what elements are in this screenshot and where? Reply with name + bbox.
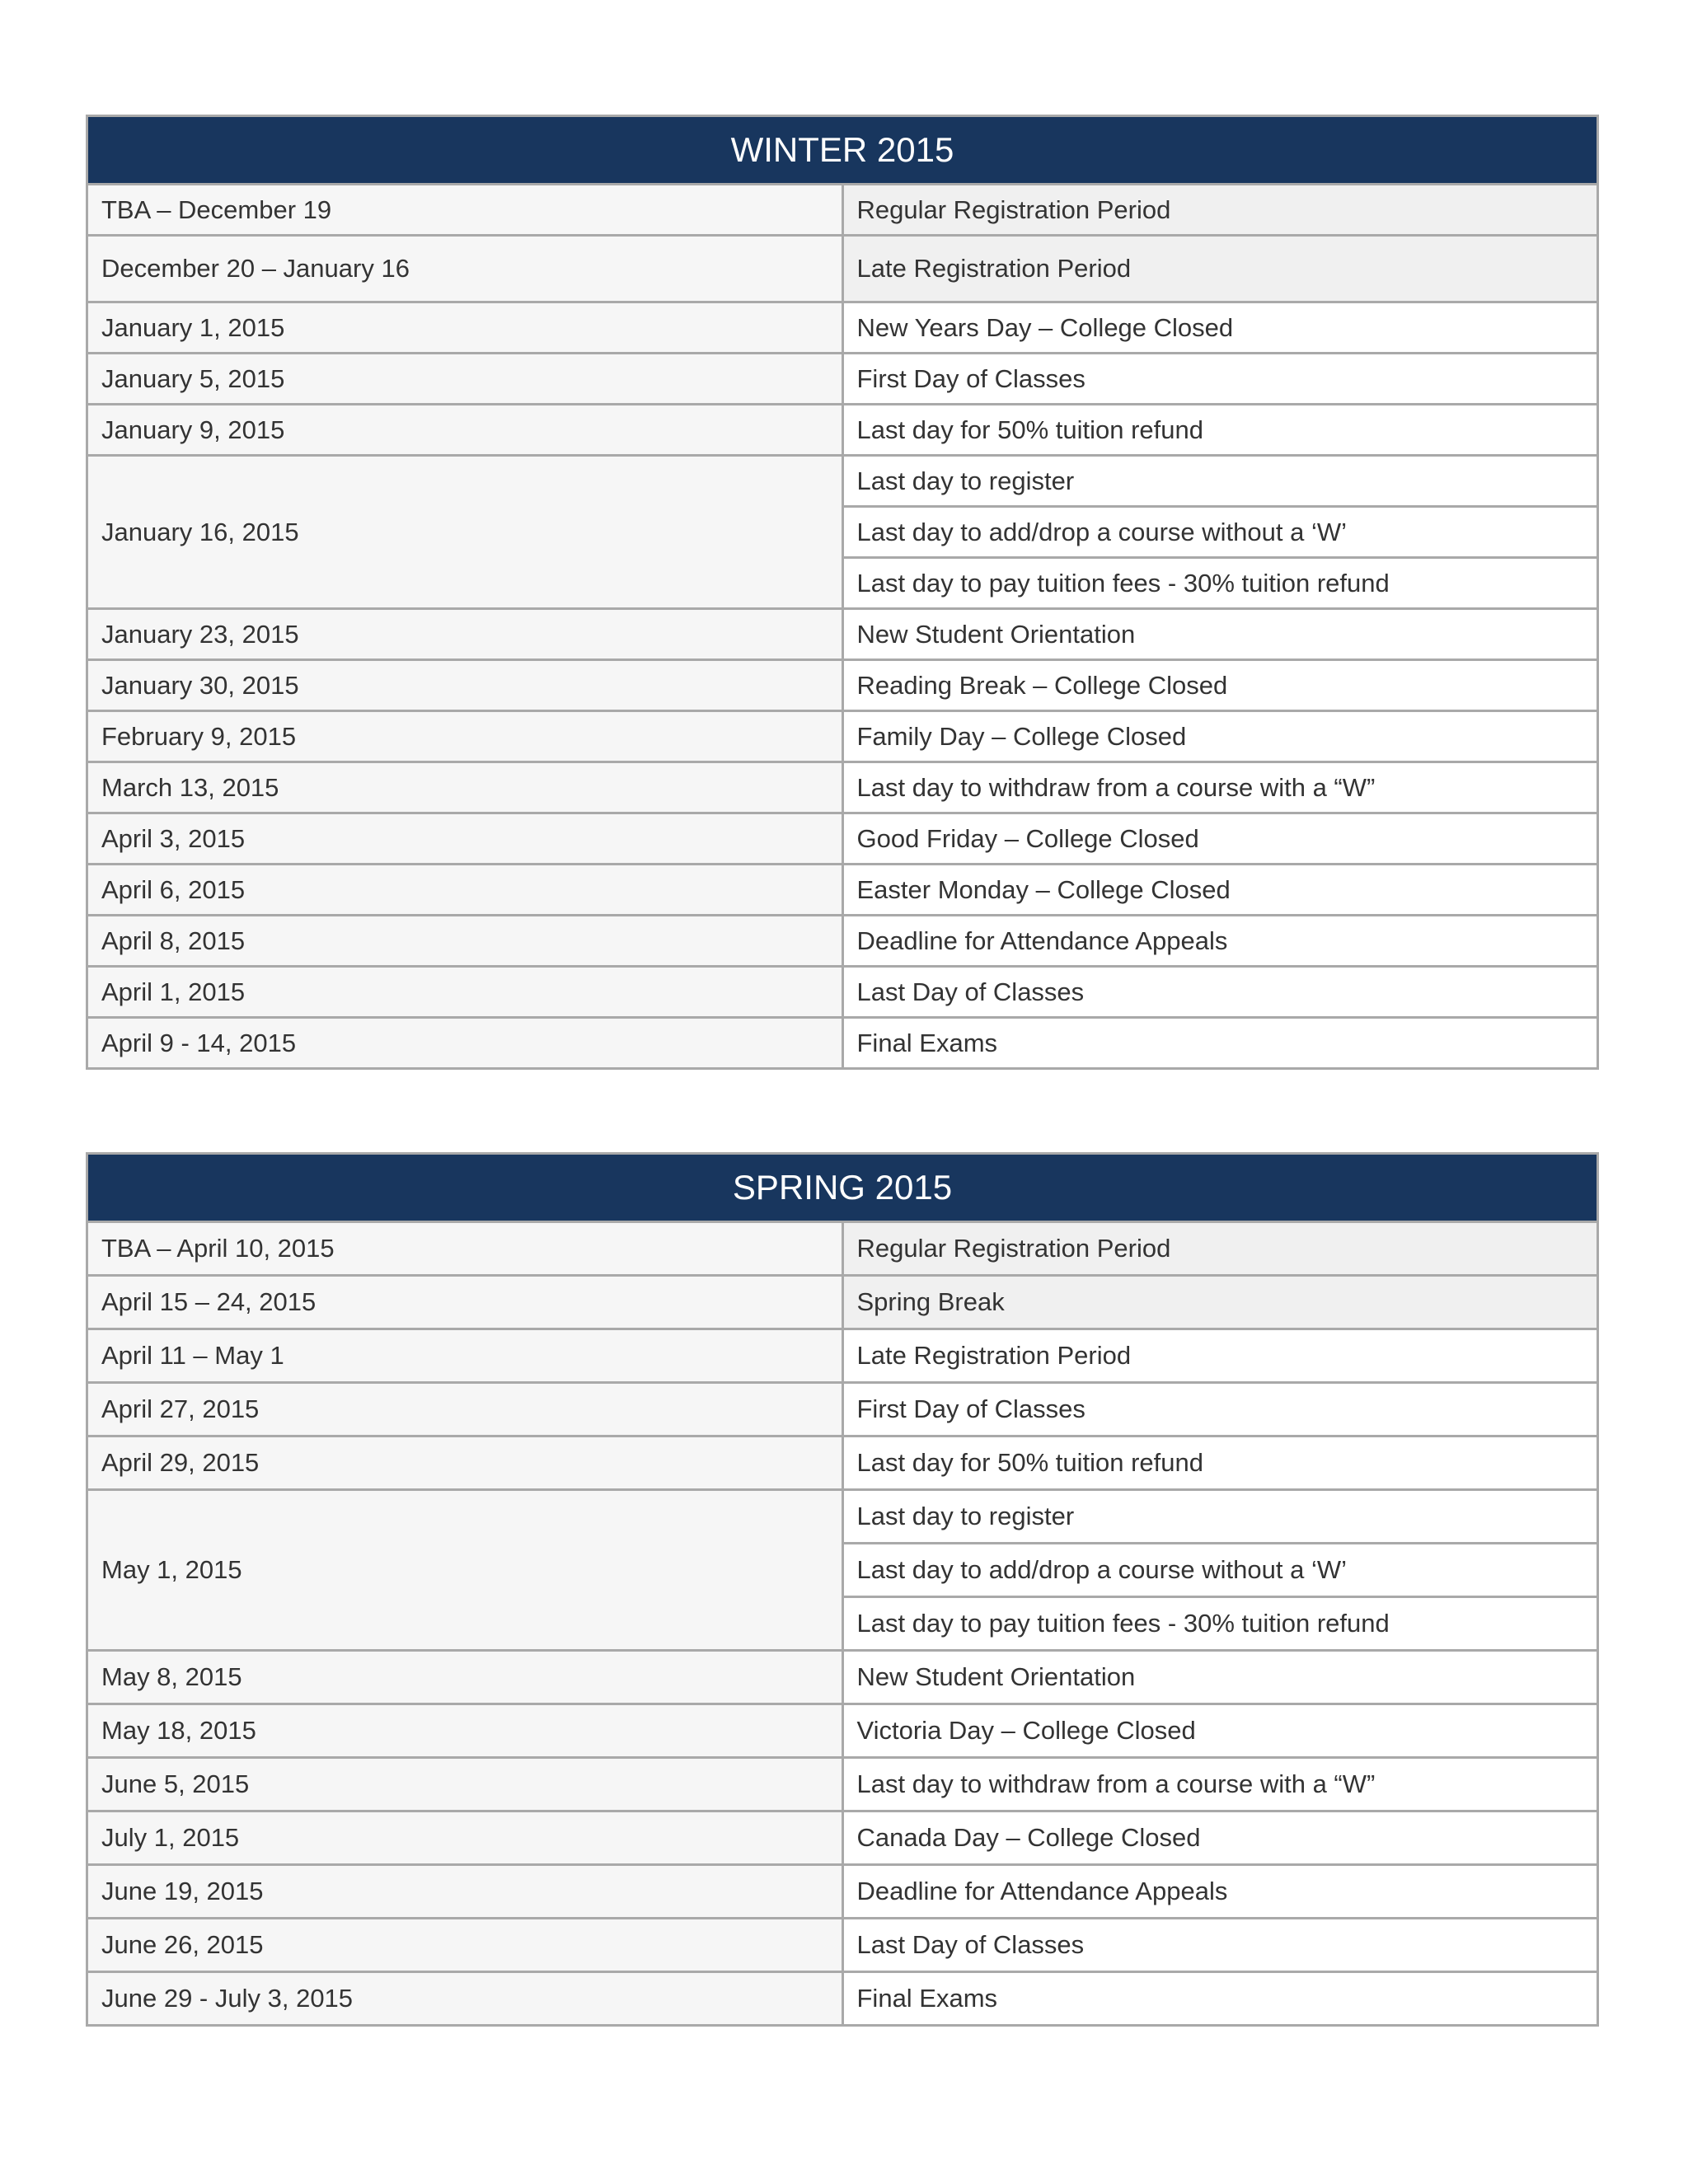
table-row xyxy=(87,1383,1598,1436)
table-row xyxy=(87,660,1598,711)
event-cell: New Student Orientation xyxy=(842,609,1598,660)
date-cell: June 5, 2015 xyxy=(87,1758,843,1811)
table-row xyxy=(87,456,1598,507)
event-cell: New Years Day – College Closed xyxy=(842,302,1598,354)
winter-2015-table xyxy=(86,115,1599,1070)
winter-body xyxy=(87,185,1598,1069)
table-row xyxy=(87,762,1598,813)
date-cell: December 20 – January 16 xyxy=(87,236,843,302)
table-row xyxy=(87,236,1598,302)
event-cell: Last day to pay tuition fees - 30% tuition refund xyxy=(842,558,1598,609)
event-cell: Last day to add/drop a course without a ‘W’ xyxy=(842,507,1598,558)
date-cell: January 5, 2015 xyxy=(87,354,843,405)
event-cell: Last Day of Classes xyxy=(842,967,1598,1018)
date-cell: July 1, 2015 xyxy=(87,1811,843,1865)
date-cell: June 19, 2015 xyxy=(87,1865,843,1919)
event-cell: Reading Break – College Closed xyxy=(842,660,1598,711)
table-row xyxy=(87,405,1598,456)
table-row xyxy=(87,1490,1598,1544)
winter-header-row xyxy=(87,116,1598,185)
date-cell: May 8, 2015 xyxy=(87,1651,843,1704)
table-row xyxy=(87,1018,1598,1069)
date-cell: April 6, 2015 xyxy=(87,865,843,916)
event-cell: Regular Registration Period xyxy=(842,1222,1598,1276)
date-cell: January 30, 2015 xyxy=(87,660,843,711)
table-row xyxy=(87,1972,1598,2026)
event-cell: New Student Orientation xyxy=(842,1651,1598,1704)
table-row xyxy=(87,1811,1598,1865)
event-cell: Late Registration Period xyxy=(842,1329,1598,1383)
table-row xyxy=(87,1436,1598,1490)
event-cell: Last day to withdraw from a course with a “W” xyxy=(842,762,1598,813)
date-cell: April 15 – 24, 2015 xyxy=(87,1276,843,1329)
date-cell: March 13, 2015 xyxy=(87,762,843,813)
date-cell: January 9, 2015 xyxy=(87,405,843,456)
spring-body xyxy=(87,1222,1598,2026)
table-row xyxy=(87,1222,1598,1276)
event-cell: Deadline for Attendance Appeals xyxy=(842,1865,1598,1919)
date-cell: TBA – December 19 xyxy=(87,185,843,236)
event-cell: Last day to register xyxy=(842,456,1598,507)
date-cell: April 8, 2015 xyxy=(87,916,843,967)
event-cell: Canada Day – College Closed xyxy=(842,1811,1598,1865)
date-cell: January 23, 2015 xyxy=(87,609,843,660)
date-cell: May 1, 2015 xyxy=(87,1490,843,1651)
date-cell: TBA – April 10, 2015 xyxy=(87,1222,843,1276)
event-cell: Victoria Day – College Closed xyxy=(842,1704,1598,1758)
date-cell: April 3, 2015 xyxy=(87,813,843,865)
spring-2015-table xyxy=(86,1152,1599,2027)
date-cell: February 9, 2015 xyxy=(87,711,843,762)
table-row xyxy=(87,185,1598,236)
date-cell: January 16, 2015 xyxy=(87,456,843,609)
event-cell: Last day to pay tuition fees - 30% tuition refund xyxy=(842,1597,1598,1651)
table-row xyxy=(87,1329,1598,1383)
event-cell: Easter Monday – College Closed xyxy=(842,865,1598,916)
event-cell: Good Friday – College Closed xyxy=(842,813,1598,865)
event-cell: Final Exams xyxy=(842,1018,1598,1069)
event-cell: Last day for 50% tuition refund xyxy=(842,1436,1598,1490)
date-cell: April 27, 2015 xyxy=(87,1383,843,1436)
table-row xyxy=(87,916,1598,967)
spring-header-row xyxy=(87,1154,1598,1222)
date-cell: May 18, 2015 xyxy=(87,1704,843,1758)
event-cell: Regular Registration Period xyxy=(842,185,1598,236)
table-row xyxy=(87,354,1598,405)
table-row xyxy=(87,1919,1598,1972)
table-row xyxy=(87,1704,1598,1758)
date-cell: April 29, 2015 xyxy=(87,1436,843,1490)
table-row xyxy=(87,609,1598,660)
table-row xyxy=(87,711,1598,762)
event-cell: Spring Break xyxy=(842,1276,1598,1329)
table-row xyxy=(87,1651,1598,1704)
event-cell: Deadline for Attendance Appeals xyxy=(842,916,1598,967)
date-cell: January 1, 2015 xyxy=(87,302,843,354)
event-cell: First Day of Classes xyxy=(842,354,1598,405)
event-cell: First Day of Classes xyxy=(842,1383,1598,1436)
spring-title: SPRING 2015 xyxy=(87,1154,1598,1222)
table-row xyxy=(87,1276,1598,1329)
event-cell: Last day to add/drop a course without a ‘W’ xyxy=(842,1544,1598,1597)
date-cell: April 11 – May 1 xyxy=(87,1329,843,1383)
event-cell: Last day for 50% tuition refund xyxy=(842,405,1598,456)
winter-title: WINTER 2015 xyxy=(87,116,1598,185)
table-row xyxy=(87,1758,1598,1811)
event-cell: Late Registration Period xyxy=(842,236,1598,302)
event-cell: Final Exams xyxy=(842,1972,1598,2026)
table-row xyxy=(87,865,1598,916)
event-cell: Family Day – College Closed xyxy=(842,711,1598,762)
table-row xyxy=(87,1865,1598,1919)
date-cell: April 1, 2015 xyxy=(87,967,843,1018)
table-row xyxy=(87,302,1598,354)
event-cell: Last day to register xyxy=(842,1490,1598,1544)
table-row xyxy=(87,967,1598,1018)
date-cell: June 29 - July 3, 2015 xyxy=(87,1972,843,2026)
date-cell: June 26, 2015 xyxy=(87,1919,843,1972)
date-cell: April 9 - 14, 2015 xyxy=(87,1018,843,1069)
event-cell: Last day to withdraw from a course with a “W” xyxy=(842,1758,1598,1811)
event-cell: Last Day of Classes xyxy=(842,1919,1598,1972)
table-row xyxy=(87,813,1598,865)
